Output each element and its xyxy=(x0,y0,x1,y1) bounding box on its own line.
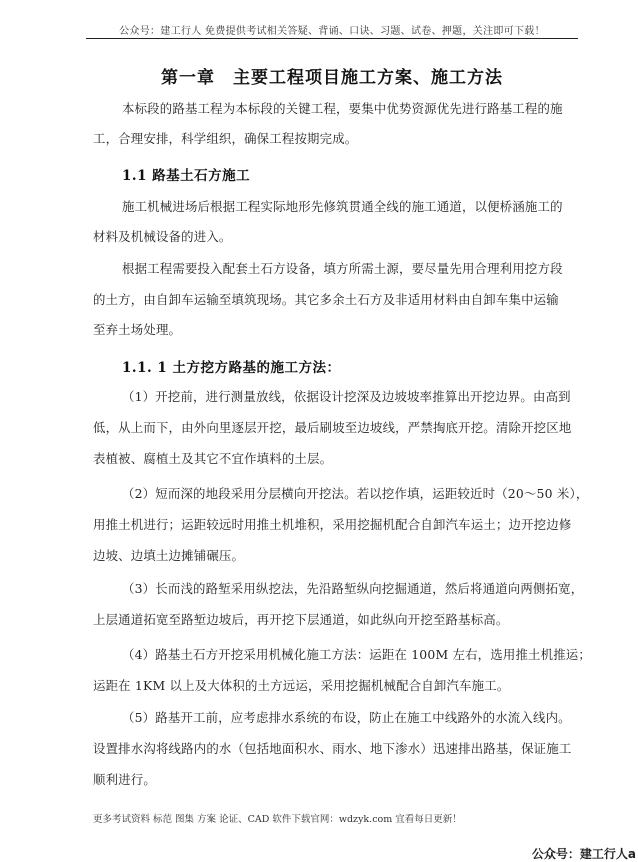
body-line: 边坡、边填土边摊铺碾压。 xyxy=(93,548,245,563)
chapter-title: 第一章 主要工程项目施工方案、施工方法 xyxy=(161,68,503,88)
body-line: （1）开挖前，进行测量放线，依据设计挖深及边坡坡率推算出开挖边界。由高到 xyxy=(122,389,571,404)
body-line: （5）路基开工前，应考虑排水系统的布设，防止在施工中线路外的水流入线内。 xyxy=(122,710,571,725)
body-line: （2）短而深的地段采用分层横向开挖法。若以挖作填，运距较近时（20～50 米）， xyxy=(122,486,589,501)
body-line: 用推土机进行；运距较远时用推土机堆积，采用挖掘机配合自卸汽车运土；边开挖边修 xyxy=(93,517,572,532)
body-line: 至弃土场处理。 xyxy=(93,322,182,337)
body-line: 的土方，由自卸车运输至填筑现场。其它多余土石方及非适用材料由自卸车集中运输 xyxy=(93,292,559,307)
subsection-heading: 1.1. 1 土方挖方路基的施工方法： xyxy=(122,360,341,376)
body-line: 工，合理安排，科学组织，确保工程按期完成。 xyxy=(93,131,358,146)
body-line: 低，从上而下，由外向里逐层开挖，最后刷坡至边坡线，严禁掏底开挖。清除开挖区地 xyxy=(93,420,572,435)
page-header: 公众号：建工行人 免费提供考试相关答疑、背诵、口诀、习题、试卷、押题，关注即可下载！ xyxy=(119,26,545,37)
body-line: 根据工程需要投入配套土石方设备，填方所需土源，要尽量先用合理利用挖方段 xyxy=(122,261,563,276)
body-line: 顺利进行。 xyxy=(93,772,156,787)
section-heading: 1.1 路基土石方施工 xyxy=(122,168,251,184)
body-line: 运距在 1KM 以上及大体积的土方远运，采用挖掘机械配合自卸汽车施工。 xyxy=(93,678,510,693)
watermark-text: 公众号：建工行人a xyxy=(531,847,636,861)
header-rule xyxy=(86,38,578,39)
body-line: 设置排水沟将线路内的水（包括地面积水、雨水、地下渗水）迅速排出路基，保证施工 xyxy=(93,741,572,756)
page-footer: 更多考试资料 标范 图集 方案 论证、CAD 软件下载官网：wdzyk.com 宜看每日更新！ xyxy=(93,814,462,825)
body-line: 上层通道拓宽至路堑边坡后，再开挖下层通道，如此纵向开挖至路基标高。 xyxy=(93,612,509,627)
body-line: 表植被、腐植土及其它不宜作填料的土层。 xyxy=(93,451,333,466)
body-line: （4）路基土石方开挖采用机械化施工方法：运距在 100M 左右，选用推土机推运； xyxy=(122,647,591,662)
body-line: 施工机械进场后根据工程实际地形先修筑贯通全线的施工通道，以便桥涵施工的 xyxy=(122,199,563,214)
body-line: （3）长而浅的路堑采用纵挖法，先沿路堑纵向挖掘通道，然后将通道向两侧拓宽， xyxy=(122,581,584,596)
body-line: 本标段的路基工程为本标段的关键工程，要集中优势资源优先进行路基工程的施 xyxy=(122,101,563,116)
body-line: 材料及机械设备的进入。 xyxy=(93,229,232,244)
